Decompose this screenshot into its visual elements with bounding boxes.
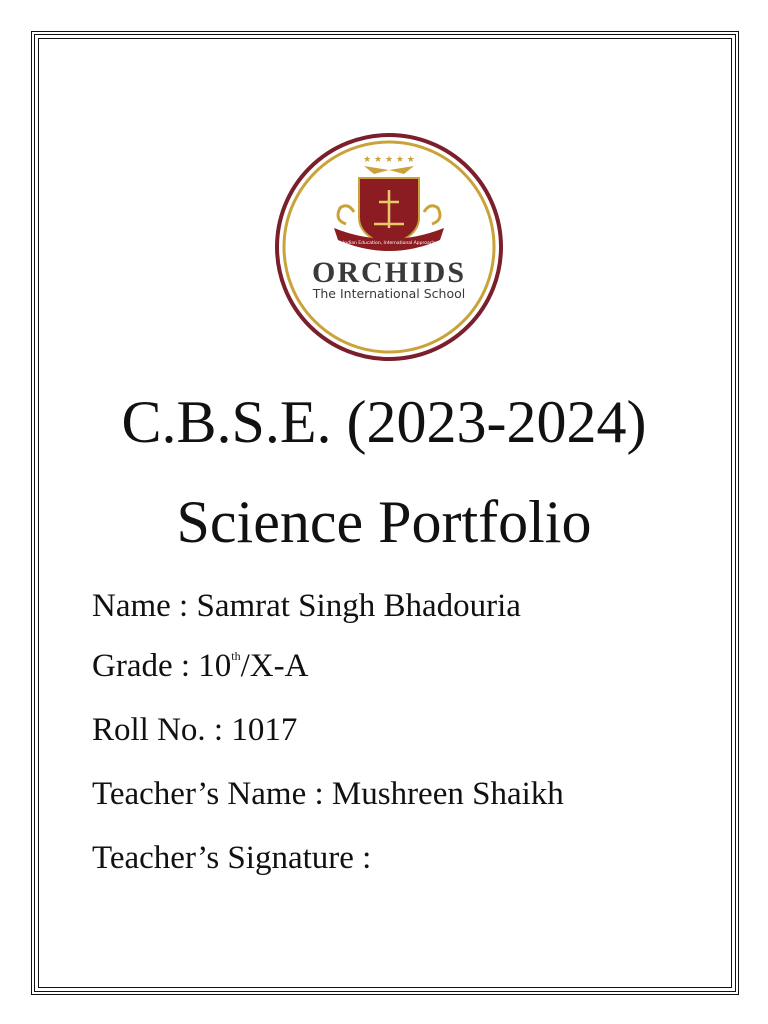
student-name: Name : Samrat Singh Bhadouria <box>92 588 521 624</box>
school-logo <box>274 132 504 362</box>
svg-text:★ ★ ★ ★ ★: ★ ★ ★ ★ ★ <box>363 155 415 165</box>
grade-suffix: /X-A <box>240 648 309 684</box>
roll-number: Roll No. : 1017 <box>92 712 298 748</box>
grade-prefix: Grade : 10 <box>92 648 232 684</box>
teacher-signature: Teacher’s Signature : <box>92 840 372 876</box>
logo-name: ORCHIDS <box>311 256 467 289</box>
teacher-name: Teacher’s Name : Mushreen Shaikh <box>92 776 564 812</box>
grade-superscript: th <box>231 649 241 663</box>
page-subtitle: Science Portfolio <box>176 489 592 555</box>
logo-motto: Indian Education, International Approach <box>342 241 436 246</box>
student-grade <box>92 650 308 683</box>
logo-subtitle: The International School <box>312 286 466 301</box>
page-title: C.B.S.E. (2023-2024) <box>121 389 647 455</box>
